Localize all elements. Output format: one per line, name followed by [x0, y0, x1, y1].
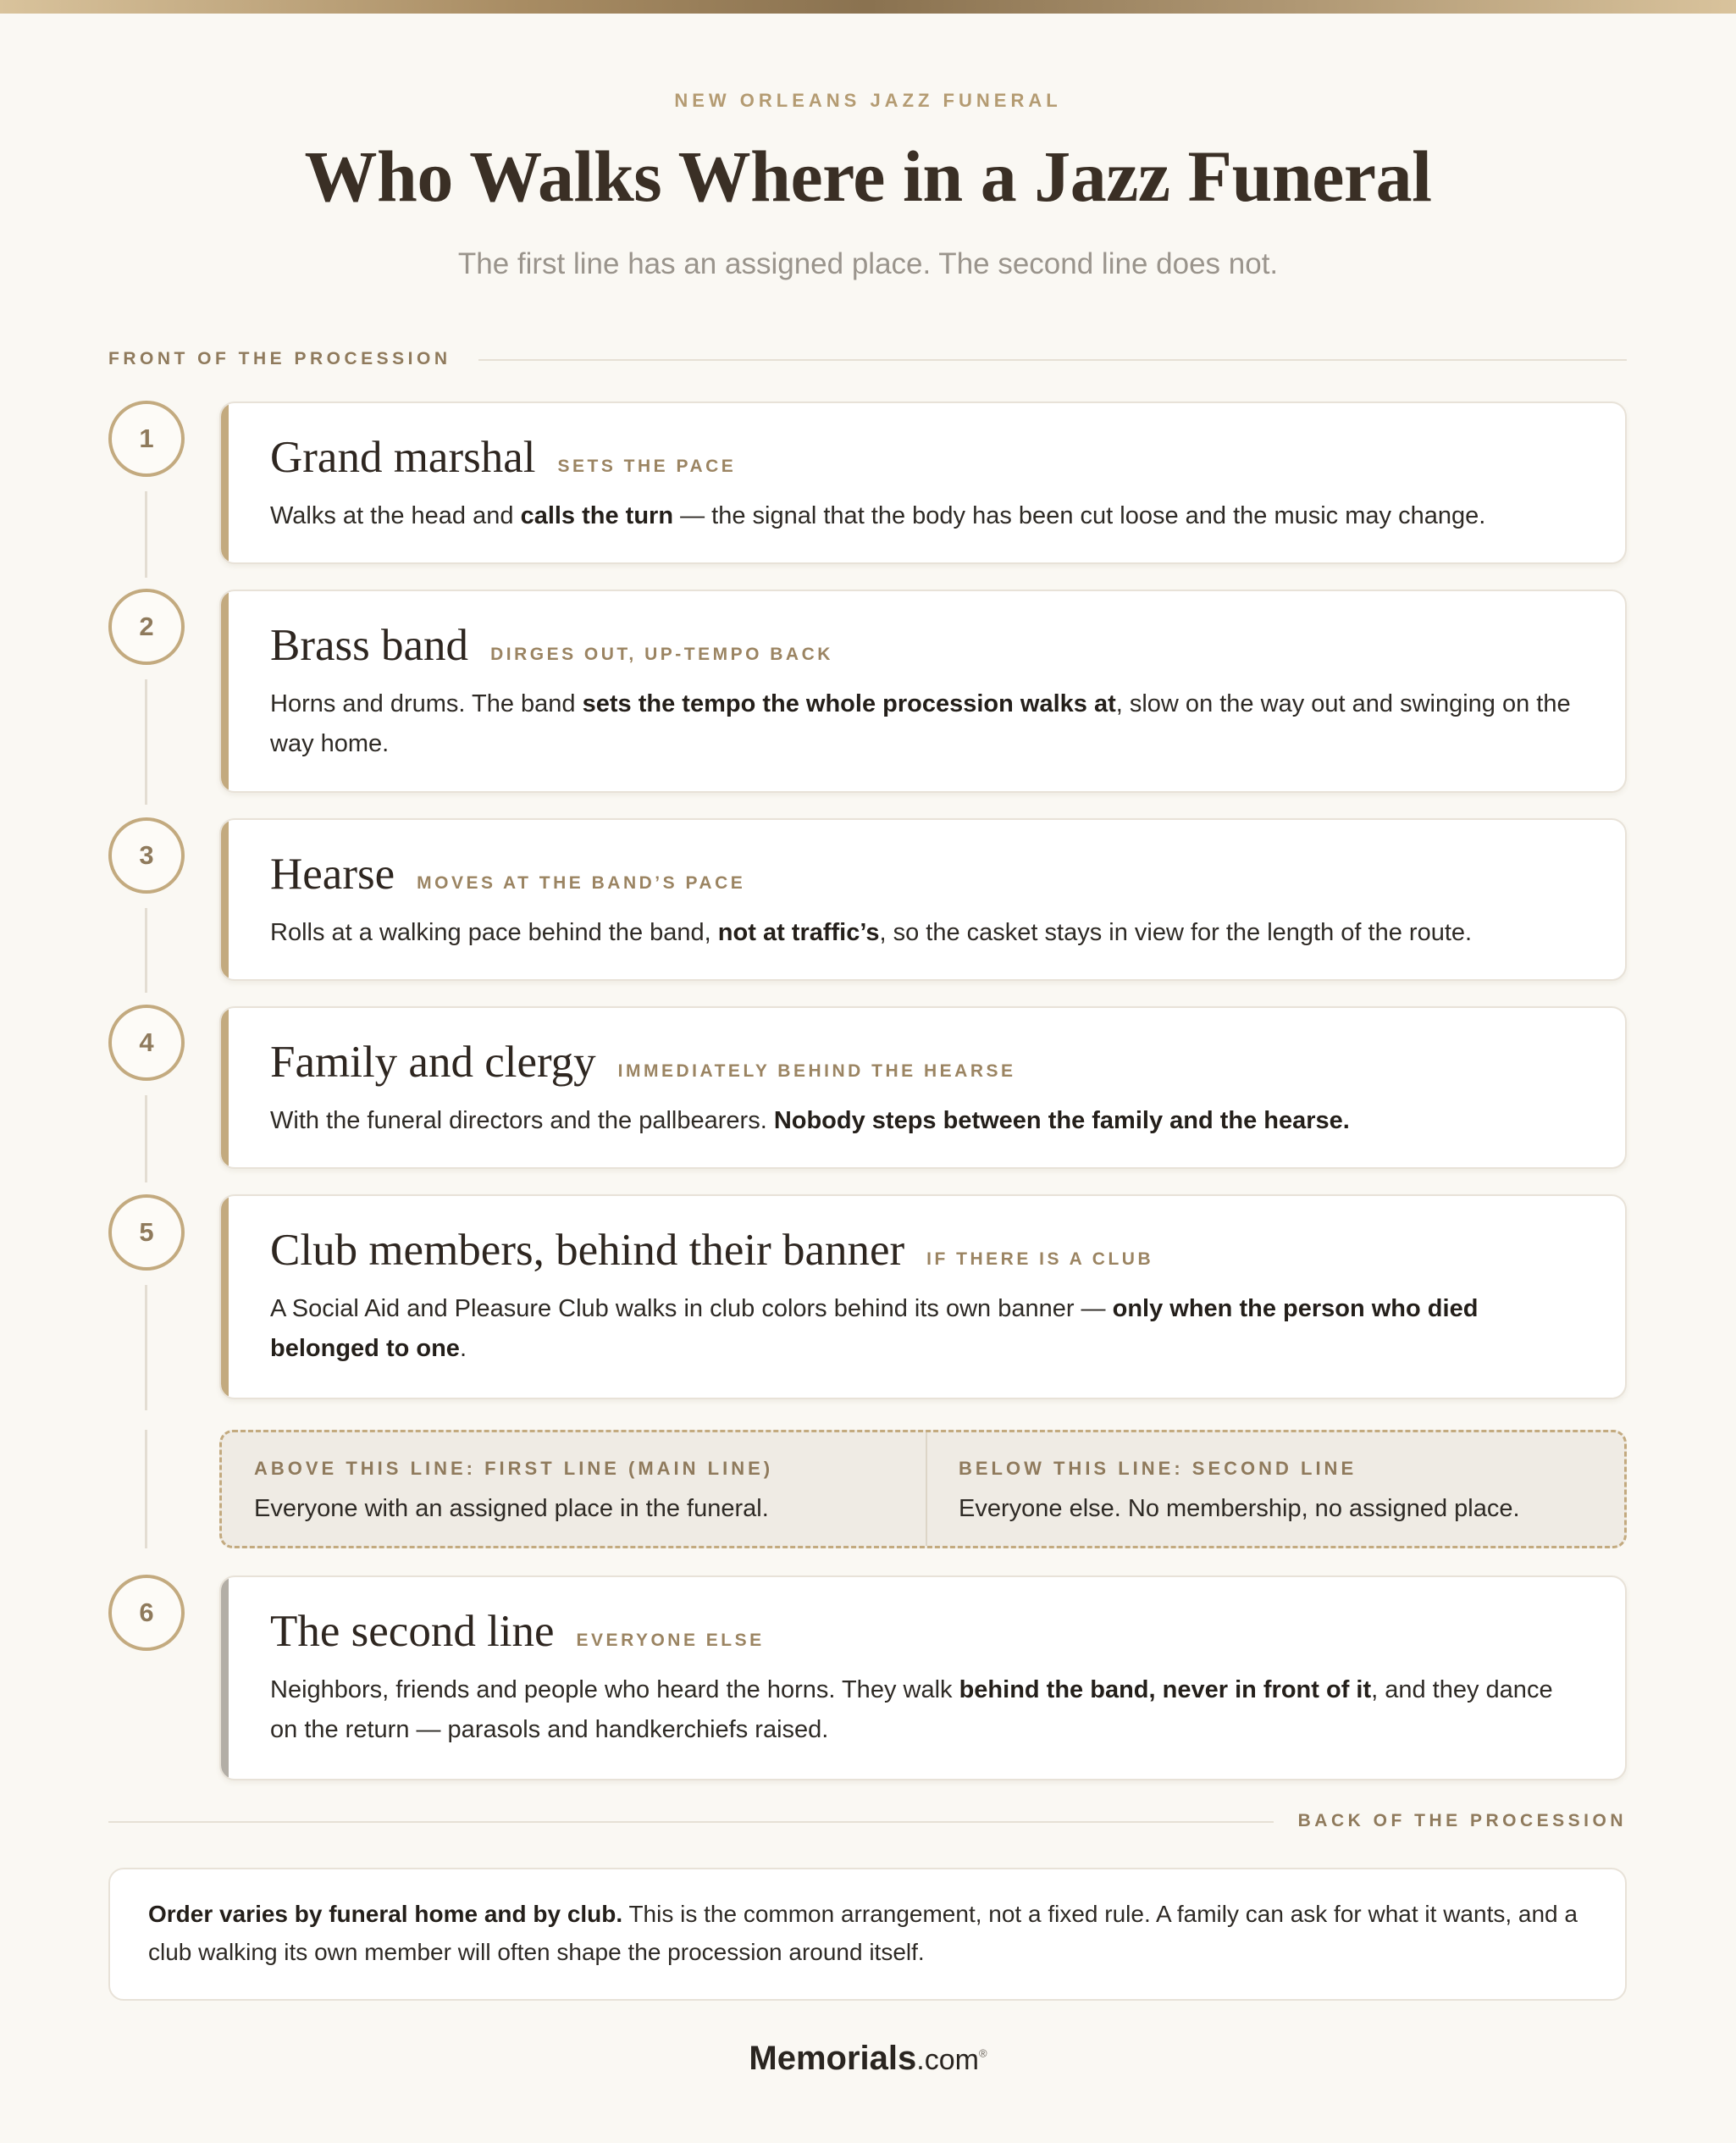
position-description: Rolls at a walking pace behind the band, not at traffic’s, so the casket stays in view for the length of the route.	[270, 919, 1473, 946]
card-accent	[221, 403, 229, 562]
step-number-2: 2	[108, 589, 185, 665]
connector-5-divider	[145, 1285, 147, 1410]
memorials-logo: Memorials.com®	[749, 2040, 987, 2077]
position-name: Club members, behind their banner	[270, 1226, 905, 1275]
card-family-and-clergy	[219, 1006, 1627, 1169]
divider-split	[926, 1432, 927, 1546]
position-tag: MOVES AT THE BAND’S PACE	[417, 873, 746, 893]
card-accent	[221, 591, 229, 791]
card-accent	[221, 1196, 229, 1398]
position-tag: SETS THE PACE	[557, 457, 737, 476]
kicker: NEW ORLEANS JAZZ FUNERAL	[674, 90, 1062, 111]
card-grand-marshal	[219, 401, 1627, 564]
note-box	[108, 1868, 1627, 2001]
step-number-6: 6	[108, 1575, 185, 1651]
connector-2-3	[145, 679, 147, 805]
front-rule	[478, 359, 1627, 361]
step-number-5: 5	[108, 1194, 185, 1271]
position-name: Grand marshal	[270, 433, 536, 482]
back-rule	[108, 1821, 1274, 1823]
position-name: Hearse	[270, 850, 395, 899]
below-line-column	[959, 1458, 1520, 1523]
connector-4-5	[145, 1095, 147, 1182]
position-name: Family and clergy	[270, 1038, 596, 1087]
above-line-text: Everyone with an assigned place in the funeral.	[254, 1495, 769, 1522]
card-hearse	[219, 818, 1627, 981]
position-description: Walks at the head and calls the turn — the signal that the body has been cut loose and the music may change.	[270, 502, 1486, 529]
page-subtitle: The first line has an assigned place. The second line does not.	[457, 247, 1279, 280]
above-line-column	[254, 1458, 773, 1523]
below-line-text: Everyone else. No membership, no assigned place.	[959, 1495, 1520, 1522]
position-description: Neighbors, friends and people who heard the horns. They walk behind the band, never in front of it, and they dance on the return — parasols and handkerchiefs raised.	[270, 1676, 1553, 1743]
below-line-label: BELOW THIS LINE: SECOND LINE	[959, 1458, 1357, 1479]
card-brass-band	[219, 590, 1627, 793]
position-description: A Social Aid and Pleasure Club walks in club colors behind its own banner — only when the person who died belonged to one.	[270, 1295, 1479, 1362]
position-tag: DIRGES OUT, UP-TEMPO BACK	[490, 645, 833, 664]
page-title: Who Walks Where in a Jazz Funeral	[304, 136, 1432, 217]
card-accent	[221, 1008, 229, 1167]
position-description: Horns and drums. The band sets the tempo the whole procession walks at, slow on the way out and swinging on the way home.	[270, 690, 1571, 757]
card-accent	[221, 1577, 229, 1779]
step-number-1: 1	[108, 401, 185, 477]
card-accent	[221, 820, 229, 979]
front-of-procession-label: FRONT OF THE PROCESSION	[108, 349, 451, 368]
back-of-procession-label: BACK OF THE PROCESSION	[1297, 1811, 1627, 1830]
step-number-4: 4	[108, 1005, 185, 1081]
position-name: Brass band	[270, 621, 469, 670]
connector-divider-6	[145, 1430, 147, 1548]
card-club-members	[219, 1194, 1627, 1399]
position-description: With the funeral directors and the pallbearers. Nobody steps between the family and the hearse.	[270, 1107, 1350, 1134]
position-tag: IF THERE IS A CLUB	[926, 1249, 1154, 1269]
card-second-line	[219, 1575, 1627, 1780]
step-number-3: 3	[108, 817, 185, 894]
position-tag: IMMEDIATELY BEHIND THE HEARSE	[617, 1061, 1016, 1081]
top-accent-bar	[0, 0, 1736, 14]
first-second-line-divider	[219, 1430, 1627, 1548]
above-line-label: ABOVE THIS LINE: FIRST LINE (MAIN LINE)	[254, 1458, 774, 1479]
position-tag: EVERYONE ELSE	[576, 1631, 765, 1650]
position-name: The second line	[270, 1607, 555, 1656]
connector-1-2	[145, 491, 147, 578]
connector-3-4	[145, 908, 147, 993]
note-text: Order varies by funeral home and by club. This is the common arrangement, not a fixed rule. A family can ask for what it wants, and a club walking its own member will often shape the procession around itself.	[148, 1901, 1578, 1965]
